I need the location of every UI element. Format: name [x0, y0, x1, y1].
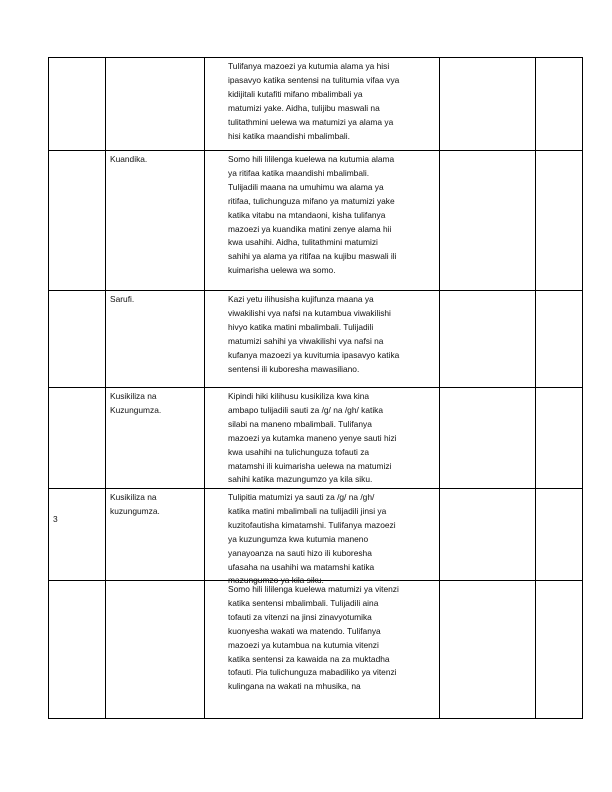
description-cell: [228, 153, 397, 278]
topic-cell: [110, 390, 161, 418]
description-cell-line: Somo hili lililenga kuelewa matumizi ya vitenzi: [228, 584, 399, 594]
topic-cell-line: Sarufi.: [110, 294, 135, 304]
description-cell-line: ipasavyo katika sentensi na tulitumia vifaa vya: [228, 74, 400, 85]
description-cell: [228, 60, 399, 143]
description-cell-line: silabi na maneno mbalimbali. Tulifanya: [228, 418, 372, 429]
description-cell-line: yanayoanza na sauti hizo ili kuboresha: [228, 547, 372, 558]
table-column-border: [582, 57, 583, 719]
description-cell-line: katika vitabu na mtandaoni, kisha tulifanya: [228, 209, 386, 220]
description-cell-line: Tulijadili maana na umuhimu wa alama ya: [228, 181, 384, 192]
table-column-border: [48, 57, 49, 719]
description-cell-line: mazoezi ya kuandika matini zenye alama hii: [228, 223, 392, 234]
description-cell-line: kwa usahihi na tulichunguza tofauti za: [228, 446, 370, 457]
topic-cell-line: Kuzungumza.: [110, 404, 162, 415]
topic-cell-line: Kusikiliza na: [110, 391, 157, 401]
description-cell-line: kidijitali kutafiti mifano mbalimbali ya: [228, 88, 363, 99]
description-cell-line: Tulipitia matumizi ya sauti za /g/ na /gh/: [228, 492, 375, 502]
description-cell-line: matumizi yake. Aidha, tulijibu maswali na: [228, 102, 380, 113]
topic-cell: [110, 293, 134, 307]
table-row-border: [48, 290, 583, 291]
table-row-border: [48, 150, 583, 151]
description-cell-line: ya kuzungumza kwa kutumia maneno: [228, 533, 369, 544]
week-number: 3: [53, 514, 58, 524]
description-cell: [228, 583, 399, 694]
description-cell-line: mazungumzo ya kila siku.: [228, 575, 324, 586]
description-cell-line: kuonyesha wakati wa matendo. Tulifanya: [228, 625, 381, 636]
description-cell-line: hisi katika maandishi mbalimbali.: [228, 130, 350, 141]
table-column-border: [439, 57, 440, 719]
description-cell-line: viwakilishi vya nafsi na kutambua viwakilishi: [228, 307, 391, 318]
topic-cell-line: kuzungumza.: [110, 505, 160, 516]
description-cell-line: kufanya mazoezi ya kuvitumia ipasavyo katika: [228, 349, 400, 360]
table-column-border: [105, 57, 106, 719]
description-cell-line: ya ritifaa katika maandishi mbalimbali.: [228, 167, 370, 178]
description-cell-line: sahihi ya alama ya ritifaa na kujibu maswali ili: [228, 251, 397, 262]
table-row-border: [48, 387, 583, 388]
description-cell: [228, 491, 396, 588]
description-cell-line: katika sentensi mbalimbali. Tulijadili aina: [228, 597, 379, 608]
description-cell-line: kuimarisha uelewa wa somo.: [228, 265, 336, 276]
topic-cell-line: Kuandika.: [110, 154, 148, 164]
description-cell-line: ritifaa, tulichunguza mifano ya matumizi yake: [228, 195, 395, 206]
description-cell-line: kulingana na wakati na mhusika, na: [228, 681, 361, 692]
table-row-border: [48, 718, 583, 719]
table-row-border: [48, 488, 583, 489]
description-cell-line: sahihi katika mazungumzo ya kila siku.: [228, 474, 373, 485]
description-cell-line: mazoezi ya kutamka maneno yenye sauti hizi: [228, 432, 397, 443]
topic-cell: [110, 153, 147, 167]
description-cell-line: ambapo tulijadili sauti za /g/ na /gh/ katika: [228, 404, 384, 415]
description-cell-line: Kipindi hiki kilihusu kusikiliza kwa kina: [228, 391, 370, 401]
description-cell-line: Kazi yetu ilihusisha kujifunza maana ya: [228, 294, 374, 304]
description-cell-line: tofauti. Pia tulichunguza mabadiliko ya vitenzi: [228, 667, 397, 678]
description-cell-line: kuzitofautisha kimatamshi. Tulifanya mazoezi: [228, 519, 396, 530]
description-cell: [228, 293, 399, 376]
topic-cell: [110, 491, 160, 519]
description-cell-line: Somo hili lililenga kuelewa na kutumia alama: [228, 154, 395, 164]
table-column-border: [535, 57, 536, 719]
description-cell-line: tofauti za vitenzi na jinsi zinavyotumika: [228, 611, 372, 622]
description-cell: [228, 390, 397, 487]
description-cell-line: matamshi ili kuimarisha uelewa na matumizi: [228, 460, 392, 471]
description-cell-line: sentensi ili kuboresha mawasiliano.: [228, 363, 360, 374]
description-cell-line: mazoezi ya kutambua na kutumia vitenzi: [228, 639, 379, 650]
topic-cell-line: Kusikiliza na: [110, 492, 157, 502]
table-column-border: [204, 57, 205, 719]
description-cell-line: Tulifanya mazoezi ya kutumia alama ya hisi: [228, 61, 390, 71]
table-row-border: [48, 57, 583, 58]
description-cell-line: matumizi sahihi ya viwakilishi vya nafsi na: [228, 335, 384, 346]
description-cell-line: tulitathmini uelewa wa matumizi ya alama ya: [228, 116, 394, 127]
description-cell-line: katika matini mbalimbali na tulijadili jinsi ya: [228, 505, 387, 516]
description-cell-line: kwa usahihi. Aidha, tulitathmini matumizi: [228, 237, 378, 248]
description-cell-line: hivyo katika matini mbalimbali. Tulijadili: [228, 321, 374, 332]
description-cell-line: katika sentensi za kawaida na za muktadha: [228, 653, 390, 664]
description-cell-line: ufasaha na usahihi wa matamshi katika: [228, 561, 375, 572]
